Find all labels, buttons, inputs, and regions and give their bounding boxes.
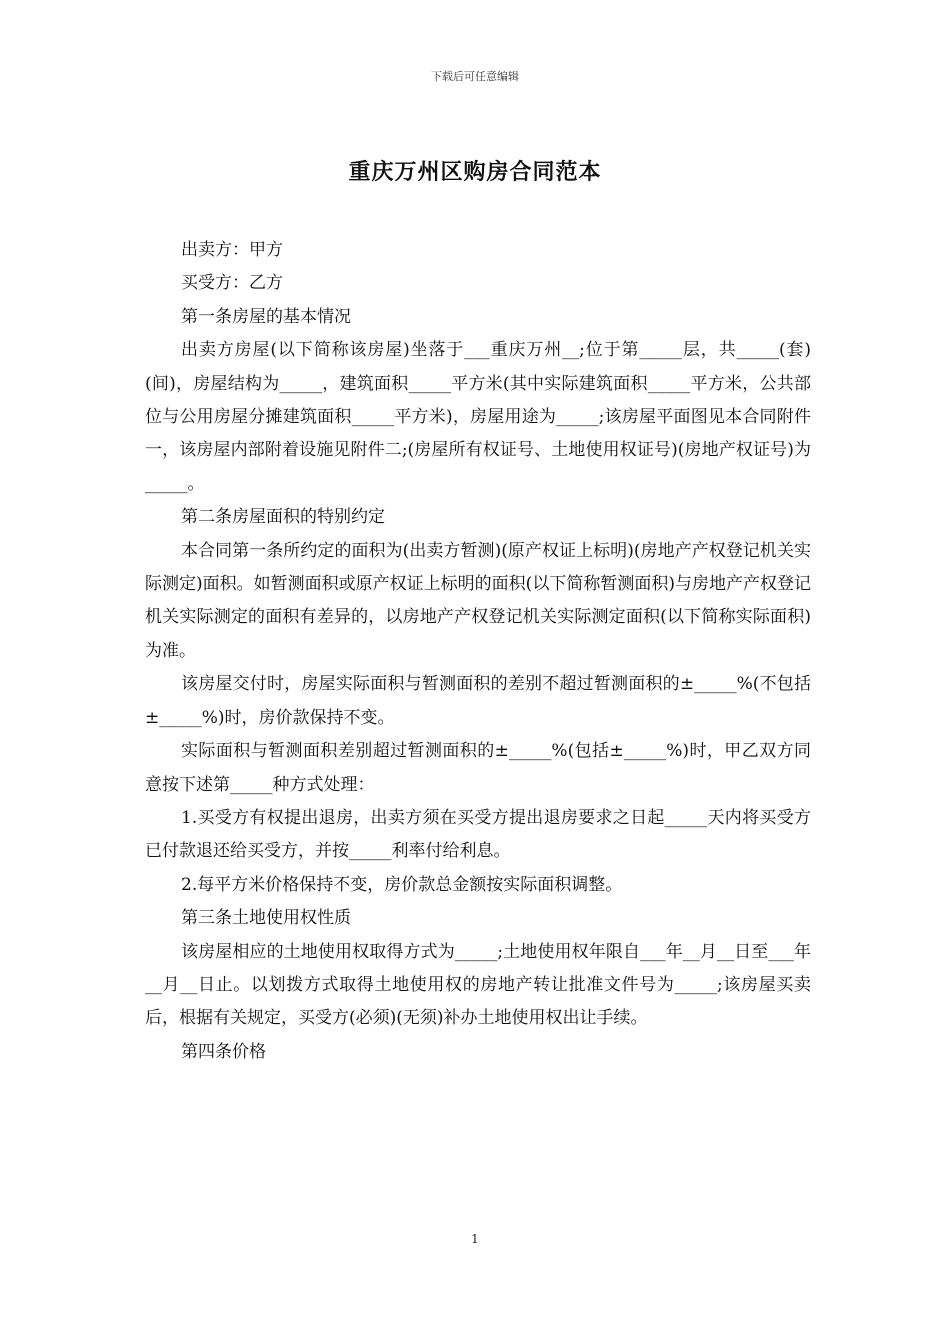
document-title: 重庆万州区购房合同范本 [348,159,602,185]
article-2-tolerance: 该房屋交付时，房屋实际面积与暂测面积的差别不超过暂测面积的±_____%(不包括±_____%)时，房价款保持不变。 [145,674,811,728]
article-3-body: 该房屋相应的土地使用权取得方式为_____;土地使用权年限自___年__月__日至___年__月__日止。以划拨方式取得土地使用权的房地产转让批准文件号为_____;该房屋买卖后，根据有关规定，买受方(必须)(无须)补办土地使用权出让手续。 [145,941,811,1029]
article-2-option-1: 1.买受方有权提出退房，出卖方须在买受方提出退房要求之日起_____天内将买受方已付款退还给买受方，并按_____利率付给利息。 [145,807,811,862]
article-2-body: 本合同第一条所约定的面积为(出卖方暂测)(原产权证上标明)(房地产产权登记机关实际测定)面积。如暂测面积或原产权证上标明的面积(以下简称暂测面积)与房地产产权登记机关实际测定的面积有差异的，以房地产产权登记机关实际测定面积(以下简称实际面积)为准。 [145,540,811,661]
article-2-heading: 第二条房屋面积的特别约定 [181,507,385,528]
page-number: 1 [471,1232,479,1246]
article-1-heading: 第一条房屋的基本情况 [181,306,351,327]
article-1-body: 出卖方房屋(以下简称该房屋)坐落于___重庆万州__;位于第_____层，共_____(套)(间)，房屋结构为_____，建筑面积_____平方米(其中实际建筑面积_____平方米，公共部位与公用房屋分摊建筑面积_____平方米)，房屋用途为_____;该房屋平面图见本合同附件一，该房屋内部附着设施见附件二;(房屋所有权证号、土地使用权证号)(房地产权证号)为_____。 [145,340,811,494]
paragraph-seller: 出卖方：甲方 [181,240,283,260]
article-2-option-2: 2.每平方米价格保持不变，房价款总金额按实际面积调整。 [181,874,623,895]
page-header-note: 下载后可任意编辑 [431,70,519,83]
article-3-heading: 第三条土地使用权性质 [181,908,351,929]
article-2-excess: 实际面积与暂测面积差别超过暂测面积的±_____%(包括±_____%)时，甲乙双方同意按下述第_____种方式处理： [145,741,811,795]
article-4-heading: 第四条价格 [181,1041,266,1062]
paragraph-buyer: 买受方：乙方 [181,273,283,294]
document-body [145,234,811,1069]
